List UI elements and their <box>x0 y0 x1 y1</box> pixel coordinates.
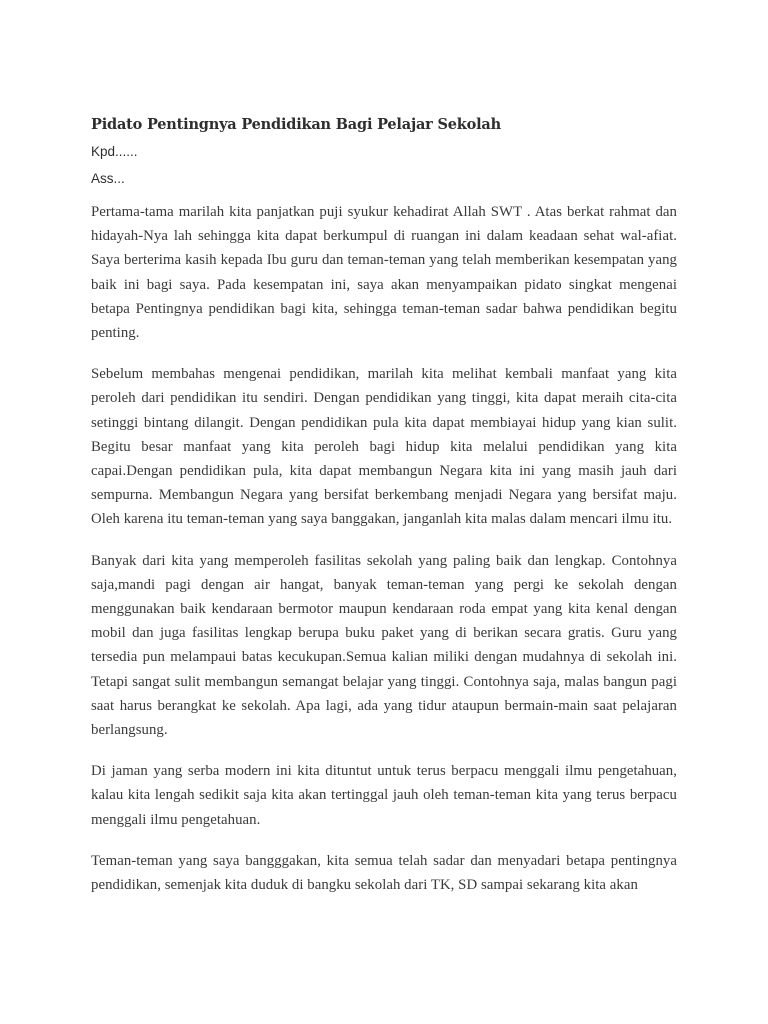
recipient-line: Kpd...... <box>91 144 138 159</box>
paragraph: Sebelum membahas mengenai pendidikan, marilah kita melihat kembali manfaat yang kita peroleh dari pendidikan itu sendiri. Dengan pendidikan yang tinggi, kita dapat meraih cita-cita setinggi bintang dilangit. Dengan pendidikan pula kita dapat membiayai hidup yang kian sulit. Begitu besar manfaat yang kita peroleh bagi hidup kita melalui pendidikan yang kita capai.Dengan pendidikan pula, kita dapat membangun Negara kita ini yang masih jauh dari sempurna. Membangun Negara yang bersifat berkembang menjadi Negara yang bersifat maju. Oleh karena itu teman-teman yang saya banggakan, janganlah kita malas dalam mencari ilmu itu. <box>91 366 677 528</box>
greeting-line: Ass... <box>91 171 125 186</box>
paragraph: Banyak dari kita yang memperoleh fasilitas sekolah yang paling baik dan lengkap. Contohnya saja,mandi pagi dengan air hangat, banyak teman-teman yang pergi ke sekolah dengan menggunakan baik kendaraan bermotor maupun kendaraan roda empat yang kita kenal dengan mobil dan juga fasilitas lengkap berupa buku paket yang di berikan secara gratis. Guru yang tersedia pun melampaui batas kecukupan.Semua kalian miliki dengan mudahnya di sekolah ini. Tetapi sangat sulit membangun semangat belajar yang tinggi. Contohnya saja, malas bangun pagi saat harus berangkat ke sekolah. Apa lagi, ada yang tidur ataupun bermain-main saat pelajaran berlangsung. <box>91 552 677 739</box>
document-page <box>91 114 677 897</box>
paragraph: Di jaman yang serba modern ini kita dituntut untuk terus berpacu menggali ilmu pengetahuan, kalau kita lengah sedikit saja kita akan tertinggal jauh oleh teman-teman kita yang terus berpacu menggali ilmu pengetahuan. <box>91 763 677 828</box>
paragraph: Teman-teman yang saya bangggakan, kita semua telah sadar dan menyadari betapa pentingnya pendidikan, semenjak kita duduk di bangku sekolah dari TK, SD sampai sekarang kita akan <box>91 852 677 894</box>
paragraph: Pertama-tama marilah kita panjatkan puji syukur kehadirat Allah SWT . Atas berkat rahmat dan hidayah-Nya lah sehingga kita dapat berkumpul di ruangan ini dalam keadaan sehat wal-afiat. Saya berterima kasih kepada Ibu guru dan teman-teman yang telah memberikan kesempatan yang baik ini bagi saya. Pada kesempatan ini, saya akan menyampaikan pidato singkat mengenai betapa Pentingnya pendidikan bagi kita, sehingga teman-teman sadar bahwa pendidikan begitu penting. <box>91 204 677 342</box>
document-title: Pidato Pentingnya Pendidikan Bagi Pelajar Sekolah <box>91 116 501 133</box>
